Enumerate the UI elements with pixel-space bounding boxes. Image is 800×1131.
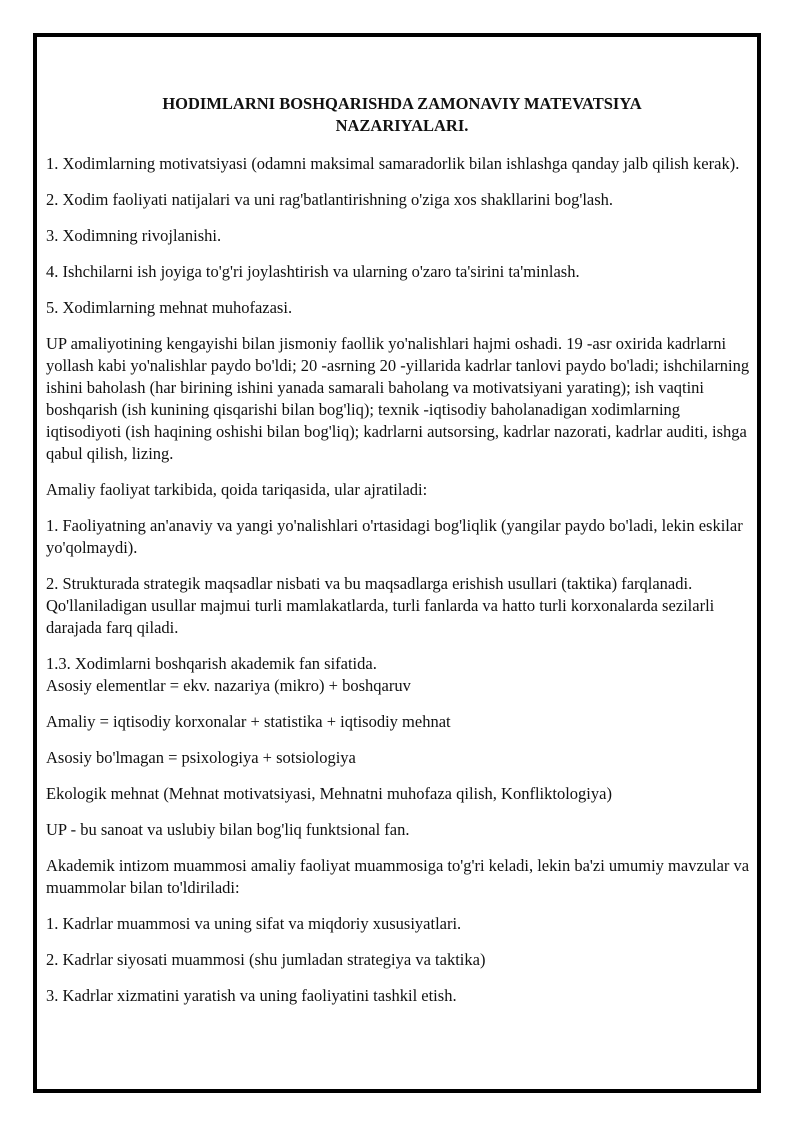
section-heading: 1.3. Xodimlarni boshqarish akademik fan sifatida. (46, 654, 377, 673)
paragraph: Ekologik mehnat (Mehnat motivatsiyasi, Mehnatni muhofaza qilish, Konfliktologiya) (46, 784, 612, 803)
paragraph: 1. Xodimlarning motivatsiyasi (odamni maksimal samaradorlik bilan ishlashga qanday jalb qilish kerak). (46, 154, 740, 173)
paragraph: 1. Faoliyatning an'anaviy va yangi yo'nalishlari o'rtasidagi bog'liqlik (yangilar paydo bo'ladi, lekin eskilar yo'qolmaydi). (46, 516, 743, 557)
paragraph: 3. Xodimning rivojlanishi. (46, 226, 222, 245)
paragraph: 4. Ishchilarni ish joyiga to'g'ri joylashtirish va ularning o'zaro ta'sirini ta'minlash. (46, 262, 580, 281)
paragraph: UP amaliyotining kengayishi bilan jismoniy faollik yo'nalishlari hajmi oshadi. 19 -asr oxirida kadrlarni yollash kabi yo'nalishlar paydo bo'ldi; 20 -asrning 20 -yillarida kadrlar tanlovi paydo bo'ladi; ishchilarning ishini baholash (har birining ishini yanada samarali baholang va motivatsiyani yarating); ish vaqtini boshqarish (ish kunining qisqarishi bilan bog'liq); texnik -iqtisodiy baholanadigan xodimlarning iqtisodiyoti (ish haqining oshishi bilan bog'liq); kadrlarni autsorsing, kadrlar nazorati, kadrlar auditi, ishga qabul qilish, lizing. (46, 334, 750, 463)
paragraph: 2. Kadrlar siyosati muammosi (shu jumladan strategiya va taktika) (46, 950, 486, 969)
title-line-1: HODIMLARNI BOSHQARISHDA ZAMONAVIY MATEVATSIYA (162, 94, 642, 113)
paragraph: UP - bu sanoat va uslubiy bilan bog'liq funktsional fan. (46, 820, 410, 839)
paragraph: Akademik intizom muammosi amaliy faoliyat muammosiga to'g'ri keladi, lekin ba'zi umumiy mavzular va muammolar bilan to'ldiriladi: (46, 856, 750, 897)
paragraph: 5. Xodimlarning mehnat muhofazasi. (46, 298, 293, 317)
title-line-2: NAZARIYALARI. (335, 116, 469, 135)
paragraph: 3. Kadrlar xizmatini yaratish va uning faoliyatini tashkil etish. (46, 986, 457, 1005)
document-body (46, 93, 754, 1021)
paragraph: 2. Strukturada strategik maqsadlar nisbati va bu maqsadlarga erishish usullari (taktika) farqlanadi. Qo'llaniladigan usullar majmui turli mamlakatlarda, turli fanlarda va hatto turli korxonalarda sezilarli darajada farq qiladi. (46, 574, 715, 637)
paragraph: Amaliy = iqtisodiy korxonalar + statistika + iqtisodiy mehnat (46, 712, 451, 731)
paragraph: Amaliy faoliyat tarkibida, qoida tariqasida, ular ajratiladi: (46, 480, 428, 499)
document-title (46, 93, 754, 137)
paragraph: Asosiy bo'lmagan = psixologiya + sotsiologiya (46, 748, 356, 767)
paragraph: 2. Xodim faoliyati natijalari va uni rag'batlantirishning o'ziga xos shakllarini bog'lash. (46, 190, 614, 209)
paragraph: 1. Kadrlar muammosi va uning sifat va miqdoriy xususiyatlari. (46, 914, 462, 933)
paragraph: Asosiy elementlar = ekv. nazariya (mikro) + boshqaruv (46, 676, 411, 695)
